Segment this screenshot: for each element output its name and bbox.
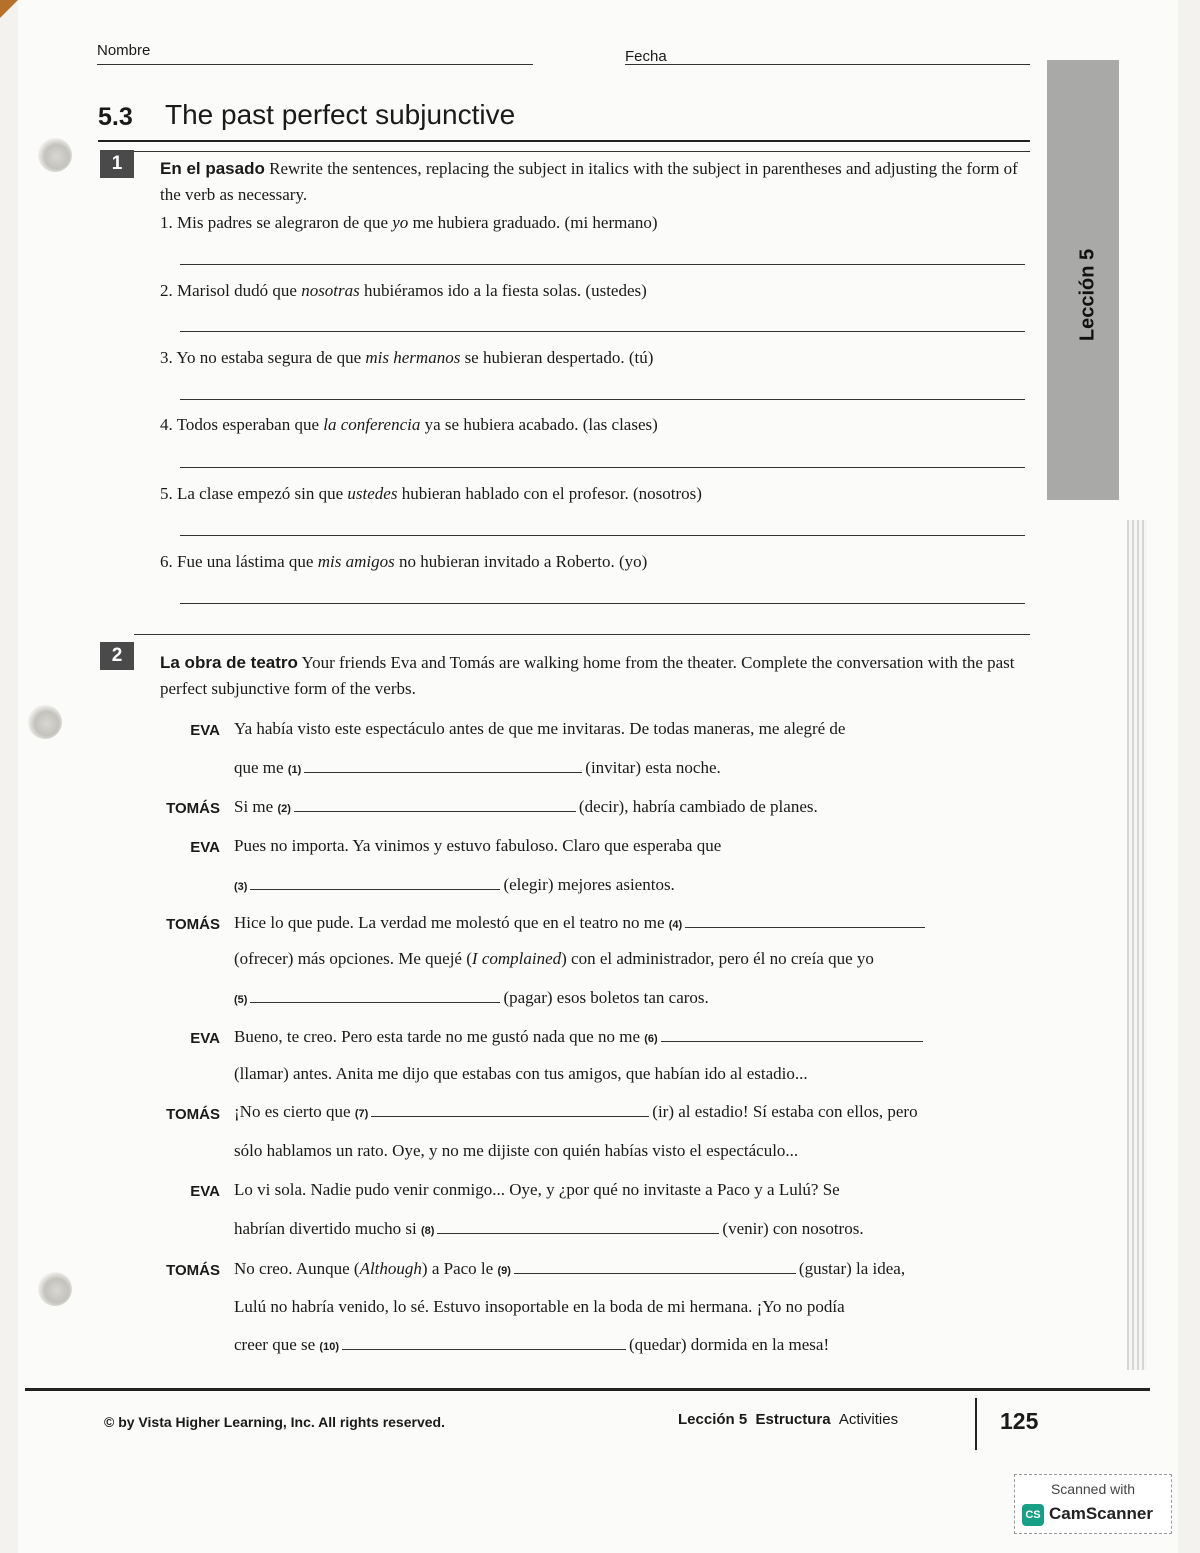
dialogue-line: (ofrecer) más opciones. Me quejé (I complained) con el administrador, pero él no creía que yo — [234, 949, 874, 968]
blank-1[interactable] — [304, 771, 582, 773]
activity-1-item: 1. Mis padres se alegraron de que yo me hubiera graduado. (mi hermano) — [160, 213, 658, 232]
activity-1-rule — [134, 151, 1030, 152]
page-corner — [0, 0, 18, 18]
dialogue-line: Lulú no habría venido, lo sé. Estuvo insoportable en la boda de mi hermana. ¡Yo no podía — [234, 1297, 845, 1316]
scanner-caption: Scanned with — [1050, 1481, 1136, 1497]
activity-1-badge: 1 — [100, 150, 134, 178]
blank-9[interactable] — [514, 1272, 796, 1274]
dialogue-line: (5) (pagar) esos boletos tan caros. — [234, 988, 709, 1007]
dialogue-line: habrían divertido mucho si (8) (venir) con nosotros. — [234, 1219, 864, 1238]
activity-2-title: La obra de teatro — [160, 653, 298, 672]
activity-1-text: Rewrite the sentences, replacing the subject in italics with the subject in parentheses and adjusting the form of the verb as necessary. — [160, 159, 1018, 204]
activity-1-item: 4. Todos esperaban que la conferencia ya se hubiera acabado. (las clases) — [160, 415, 658, 434]
dialogue-line: creer que se (10) (quedar) dormida en la mesa! — [234, 1335, 830, 1354]
speaker-label: TOMÁS — [166, 800, 220, 817]
date-line — [625, 64, 1030, 65]
speaker-label: TOMÁS — [166, 1262, 220, 1279]
speaker-label: TOMÁS — [166, 1106, 220, 1123]
blank-4[interactable] — [685, 926, 925, 928]
speaker-label: EVA — [190, 722, 220, 739]
blank-7[interactable] — [371, 1115, 649, 1117]
answer-line[interactable] — [180, 535, 1025, 536]
side-tab-label: Lección 5 — [1076, 248, 1099, 342]
activity-1-title: En el pasado — [160, 159, 265, 178]
dialogue-line: No creo. Aunque (Although) a Paco le (9) (gustar) la idea, — [234, 1259, 906, 1278]
activity-2-text: Your friends Eva and Tomás are walking home from the theater. Complete the conversation with the past perfect subjunctive form of the verbs. — [160, 653, 1015, 698]
activity-2-instructions — [160, 650, 1020, 702]
blank-10[interactable] — [342, 1348, 626, 1350]
activity-1-item: 2. Marisol dudó que nosotras hubiéramos ido a la fiesta solas. (ustedes) — [160, 281, 647, 300]
speaker-label: EVA — [190, 1030, 220, 1047]
section-number: 5.3 — [98, 103, 133, 131]
activity-1-instructions — [160, 156, 1020, 208]
dialogue-line: Si me (2) (decir), habría cambiado de planes. — [234, 797, 818, 816]
bottom-rule — [25, 1388, 1150, 1391]
speaker-label: TOMÁS — [166, 916, 220, 933]
answer-line[interactable] — [180, 264, 1025, 265]
speaker-label: EVA — [190, 1183, 220, 1200]
answer-line[interactable] — [180, 603, 1025, 604]
binder-hole — [28, 705, 62, 739]
activity-1-item: 3. Yo no estaba segura de que mis hermanos se hubieran despertado. (tú) — [160, 348, 654, 367]
blank-5[interactable] — [250, 1001, 500, 1003]
binder-hole — [38, 1272, 72, 1306]
binder-hole — [38, 138, 72, 172]
blank-6[interactable] — [661, 1040, 923, 1042]
title-rule — [98, 140, 1030, 142]
name-label: Nombre — [97, 42, 151, 59]
answer-line[interactable] — [180, 399, 1025, 400]
activity-2-rule — [134, 634, 1030, 635]
dialogue-line: Bueno, te creo. Pero esta tarde no me gustó nada que no me (6) — [234, 1027, 926, 1047]
activity-2-badge: 2 — [100, 642, 134, 670]
section-title: The past perfect subjunctive — [165, 99, 516, 130]
dialogue-line: Pues no importa. Ya vinimos y estuvo fabuloso. Claro que esperaba que — [234, 836, 722, 855]
footer-section: Lección 5 Estructura Activities — [678, 1411, 899, 1428]
speaker-label: EVA — [190, 839, 220, 856]
answer-line[interactable] — [180, 331, 1025, 332]
dialogue-line: (llamar) antes. Anita me dijo que estabas con tus amigos, que habían ido al estadio... — [234, 1064, 808, 1083]
dialogue-line: Lo vi sola. Nadie pudo venir conmigo... Oye, y ¿por qué no invitaste a Paco y a Lulú? Se — [234, 1180, 840, 1199]
scanner-brand: CamScanner — [1049, 1504, 1153, 1523]
dialogue-line: ¡No es cierto que (7) (ir) al estadio! Sí estaba con ellos, pero — [234, 1102, 918, 1121]
dialogue-line: Hice lo que pude. La verdad me molestó que en el teatro no me (4) — [234, 913, 928, 933]
footer-divider — [975, 1398, 977, 1450]
copyright: © by Vista Higher Learning, Inc. All rights reserved. — [104, 1414, 445, 1430]
dialogue-line: sólo hablamos un rato. Oye, y no me dijiste con quién habías visto el espectáculo... — [234, 1141, 799, 1160]
dialogue-line: Ya había visto este espectáculo antes de que me invitaras. De todas maneras, me alegré de — [234, 719, 846, 738]
dialogue-line: que me (1) (invitar) esta noche. — [234, 758, 721, 777]
dialogue-line: (3) (elegir) mejores asientos. — [234, 875, 675, 894]
activity-1-item: 6. Fue una lástima que mis amigos no hubieran invitado a Roberto. (yo) — [160, 552, 648, 571]
page-edge-stack — [1127, 520, 1147, 1370]
side-tab-label-box — [1068, 240, 1108, 350]
answer-line[interactable] — [180, 467, 1025, 468]
blank-2[interactable] — [294, 810, 576, 812]
activity-1-item: 5. La clase empezó sin que ustedes hubieran hablado con el profesor. (nosotros) — [160, 484, 702, 503]
camscanner-icon: CS — [1022, 1504, 1044, 1526]
page-number: 125 — [1000, 1408, 1039, 1434]
blank-8[interactable] — [437, 1232, 719, 1234]
date-label: Fecha — [625, 48, 667, 65]
name-line — [97, 64, 533, 65]
camscanner-watermark — [1014, 1474, 1172, 1534]
blank-3[interactable] — [250, 888, 500, 890]
